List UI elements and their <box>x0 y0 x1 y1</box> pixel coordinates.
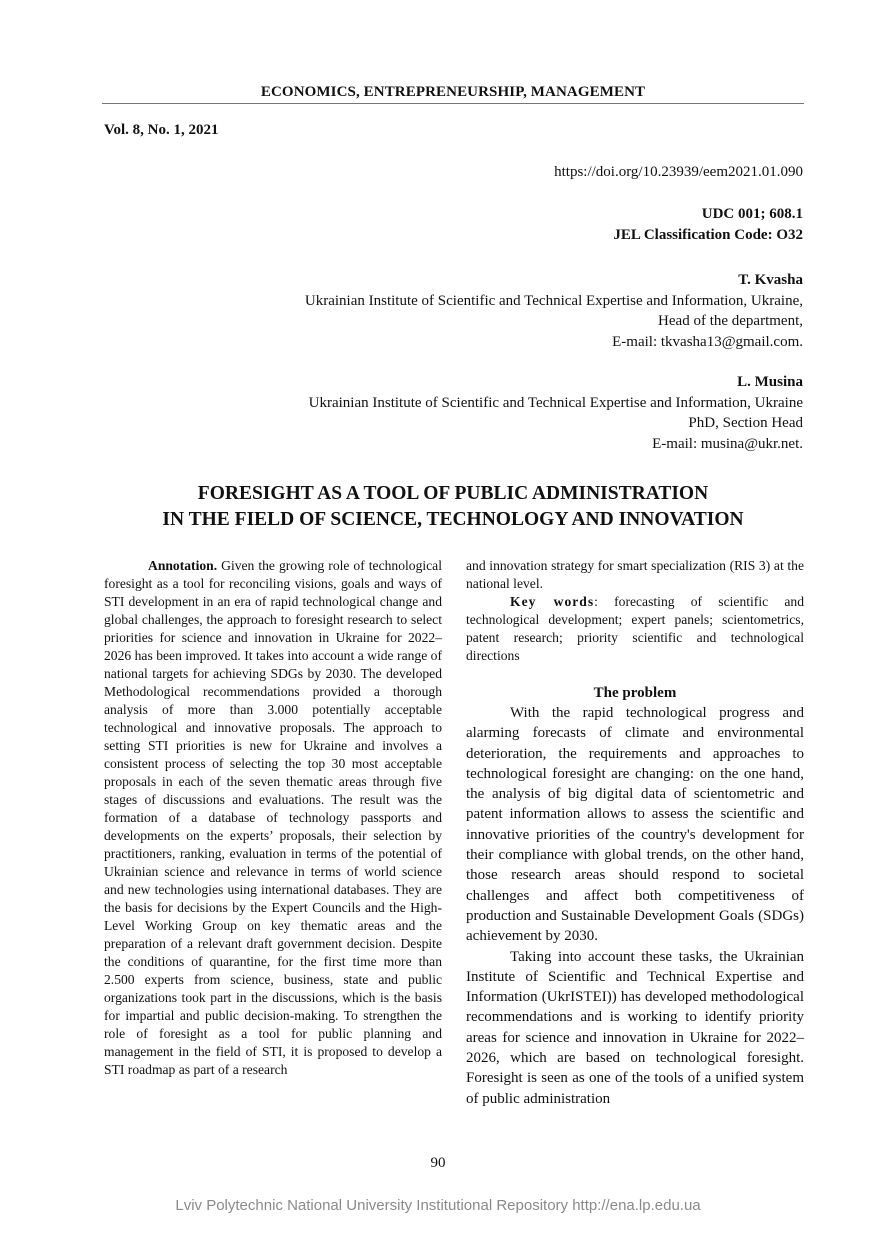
section-heading: The problem <box>593 685 677 701</box>
keywords-text: : forecasting of scientific and technological development; expert panels; scientometrics, patent research; priority scientific and technological directions <box>466 594 804 663</box>
right-column <box>466 557 804 1109</box>
jel-code: JEL Classification Code: O32 <box>613 226 803 243</box>
author-block <box>305 270 803 352</box>
page-number: 90 <box>430 1155 446 1171</box>
author-affiliation: Ukrainian Institute of Scientific and Technical Expertise and Information, Ukraine, <box>304 292 803 309</box>
author-email[interactable]: E-mail: musina@ukr.net. <box>652 435 803 452</box>
annotation-paragraph <box>104 557 442 1079</box>
classification-block <box>613 204 803 245</box>
left-column <box>104 557 442 1079</box>
author-name: T. Kvasha <box>738 272 803 288</box>
keywords-paragraph <box>466 593 804 665</box>
author-position: Head of the department, <box>658 313 803 329</box>
author-name: L. Musina <box>737 374 803 390</box>
author-block <box>309 372 803 454</box>
article-title <box>102 481 804 533</box>
title-line: IN THE FIELD OF SCIENCE, TECHNOLOGY AND INNOVATION <box>162 509 744 530</box>
title-line: FORESIGHT AS A TOOL OF PUBLIC ADMINISTRATION <box>197 483 709 504</box>
annotation-continuation: and innovation strategy for smart specialization (RIS 3) at the national level. <box>466 558 804 591</box>
repository-footer: Lviv Polytechnic National University Institutional Repository http://ena.lp.edu.ua <box>175 1197 701 1214</box>
header-rule <box>102 103 804 104</box>
udc-code: UDC 001; 608.1 <box>701 206 803 222</box>
author-email[interactable]: E-mail: tkvasha13@gmail.com. <box>612 333 803 350</box>
volume-info: Vol. 8, No. 1, 2021 <box>104 122 219 138</box>
body-paragraph: With the rapid technological progress and alarming forecasts of climate and environmental deterioration, the requirements and approaches to technological foresight are changing: on the one hand, the analysis of big digital data of scientometric and patent information allows to assess the scientific and innovative priorities of the country's development for their compliance with global trends, on the other hand, those research areas should respond to societal challenges and affect both competitiveness of production and Sustainable Development Goals (SDGs) achievement by 2030. <box>466 705 804 945</box>
body-paragraph: Taking into account these tasks, the Ukrainian Institute of Scientific and Technical Expertise and Information (UkrISTEI)) has developed methodological recommendations and is working to identify priority areas for science and innovation in Ukraine for 2022–2026, which are based on technological foresight. Foresight is seen as one of the tools of a unified system of public administration <box>466 948 804 1107</box>
author-position: PhD, Section Head <box>688 415 803 431</box>
author-affiliation: Ukrainian Institute of Scientific and Technical Expertise and Information, Ukraine <box>308 394 803 411</box>
annotation-label: Annotation. <box>148 558 218 573</box>
doi-link[interactable]: https://doi.org/10.23939/eem2021.01.090 <box>554 164 803 180</box>
annotation-text: Given the growing role of technological foresight as a tool for reconciling visions, goals and ways of STI development in an era of rapid technological change and global challenges, the approach to foresight research to select priorities for science and innovation in Ukraine for 2022–2026 has been improved. It takes into account a wide range of national targets for achieving SDGs by 2030. The developed Methodological recommendations provided a thorough analysis of more than 3.000 potentially acceptable technological and innovative proposals. The approach to setting STI priorities is new for Ukraine and involves a consistent process of selecting the top 30 most acceptable proposals in each of the seven thematic areas through five stages of discussions and evaluations. The result was the formation of a database of technology passports and developments on the experts’ proposals, their selection by practitioners, ranking, evaluation in terms of the potential of Ukrainian science and relevance in terms of world science and new technologies using international databases. They are the basis for decisions by the Expert Councils and the High-Level Working Group on key thematic areas and the preparation of a relevant draft government decision. Despite the conditions of quarantine, for the first time more than 2.500 experts from science, business, state and public organizations took part in the discussions, which is the basis for impartial and public decision-making. To strengthen the role of foresight as a tool for public planning and management in the field of STI, it is proposed to develop a STI roadmap as part of a research <box>104 558 442 1077</box>
keywords-label: Key words <box>510 594 595 609</box>
journal-running-head: ECONOMICS, ENTREPRENEURSHIP, MANAGEMENT <box>260 84 646 100</box>
